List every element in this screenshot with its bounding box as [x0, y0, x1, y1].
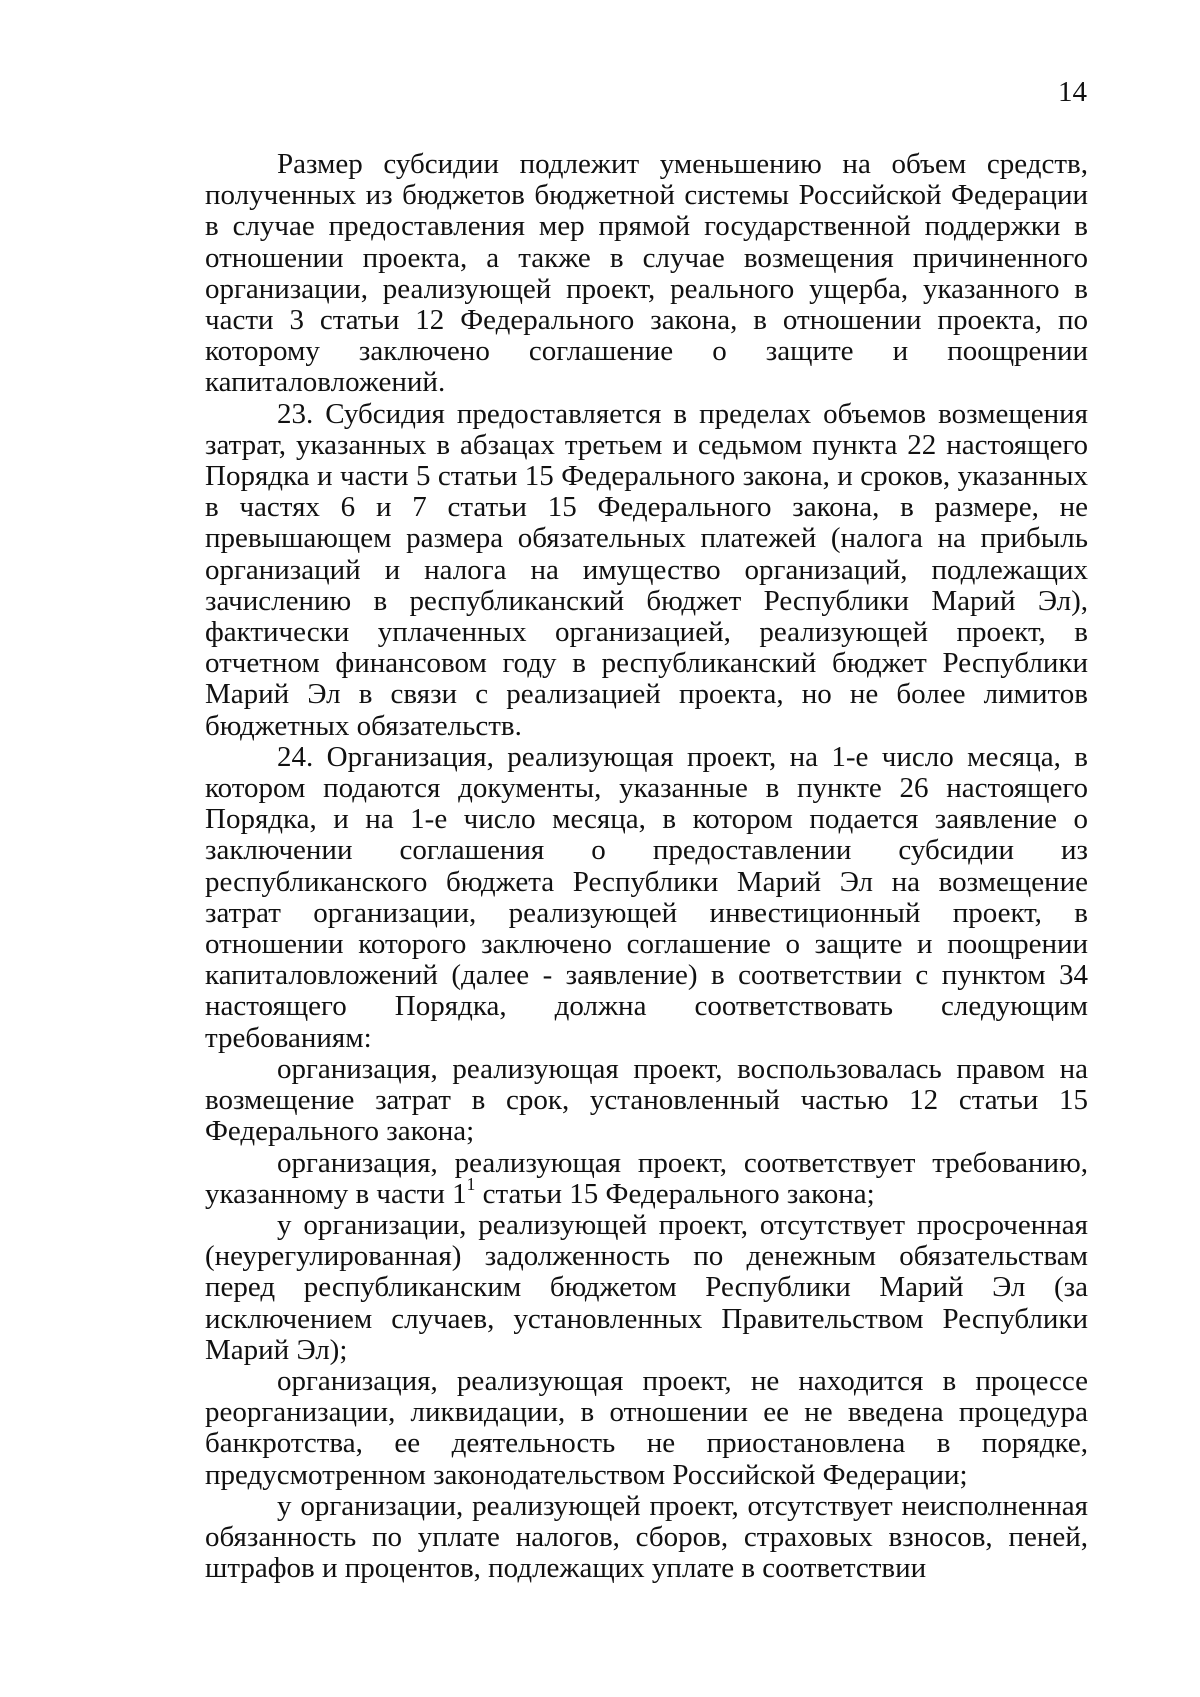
paragraph-requirement-no-bankruptcy: организация, реализующая проект, не находится в процессе реорганизации, ликвидации, в отношении ее не введена процедура банкротства, ее деятельность не приостановлена в порядке, предусмотренном законодательством Российской Федерации; [205, 1364, 1088, 1491]
paragraph-requirement-deadline: организация, реализующая проект, воспользовалась правом на возмещение затрат в срок, установленный частью 12 статьи 15 Федерального закона; [205, 1052, 1088, 1148]
superscript-index: 1 [466, 1173, 476, 1194]
paragraph-item-23: 23. Субсидия предоставляется в пределах объемов возмещения затрат, указанных в абзацах третьем и седьмом пункта 22 настоящего Порядка и части 5 статьи 15 Федерального закона, и сроков, указанных в частях 6 и 7 статьи 15 Федерального закона, в размере, не превышающем размера обязательных платежей (налога на прибыль организаций и налога на имущество организаций, подлежащих зачислению в республиканский бюджет Республики Марий Эл), фактически уплаченных организацией, реализующей проект, в отчетном финансовом году в республиканский бюджет Республики Марий Эл в связи с реализацией проекта, но не более лимитов бюджетных обязательств. [205, 397, 1088, 742]
paragraph-requirement-no-debt: у организации, реализующей проект, отсутствует просроченная (неурегулированная) задолженность по денежным обязательствам перед республиканским бюджетом Республики Марий Эл (за исключением случаев, установленных Правительством Республики Марий Эл); [205, 1208, 1088, 1366]
paragraph-requirement-no-tax-arrears: у организации, реализующей проект, отсутствует неисполненная обязанность по уплате налогов, сборов, страховых взносов, пеней, штрафов и процентов, подлежащих уплате в соответствии [205, 1489, 1088, 1585]
document-body [205, 149, 1088, 1584]
page-number: 14 [1058, 76, 1087, 108]
paragraph-requirement-part-1-1 [205, 1148, 1088, 1210]
requirement-text-after: статьи 15 Федерального закона; [475, 1177, 875, 1210]
requirement-text-before: организация, реализующая проект, соответствует требованию, указанному в части 1 [205, 1146, 1088, 1210]
paragraph-item-24: 24. Организация, реализующая проект, на 1-е число месяца, в котором подаются документы, указанные в пункте 26 настоящего Порядка, и на 1-е число месяца, в котором подается заявление о заключении соглашения о предоставлении субсидии из республиканского бюджета Республики Марий Эл на возмещение затрат организации, реализующей инвестиционный проект, в отношении которого заключено соглашение о защите и поощрении капиталовложений (далее - заявление) в соответствии с пунктом 34 настоящего Порядка, должна соответствовать следующим требованиям: [205, 740, 1088, 1054]
paragraph-subsidy-reduction: Размер субсидии подлежит уменьшению на объем средств, полученных из бюджетов бюджетной системы Российской Федерации в случае предоставления мер прямой государственной поддержки в отношении проекта, а также в случае возмещения причиненного организации, реализующей проект, реального ущерба, указанного в части 3 статьи 12 Федерального закона, в отношении проекта, по которому заключено соглашение о защите и поощрении капиталовложений. [205, 148, 1088, 399]
